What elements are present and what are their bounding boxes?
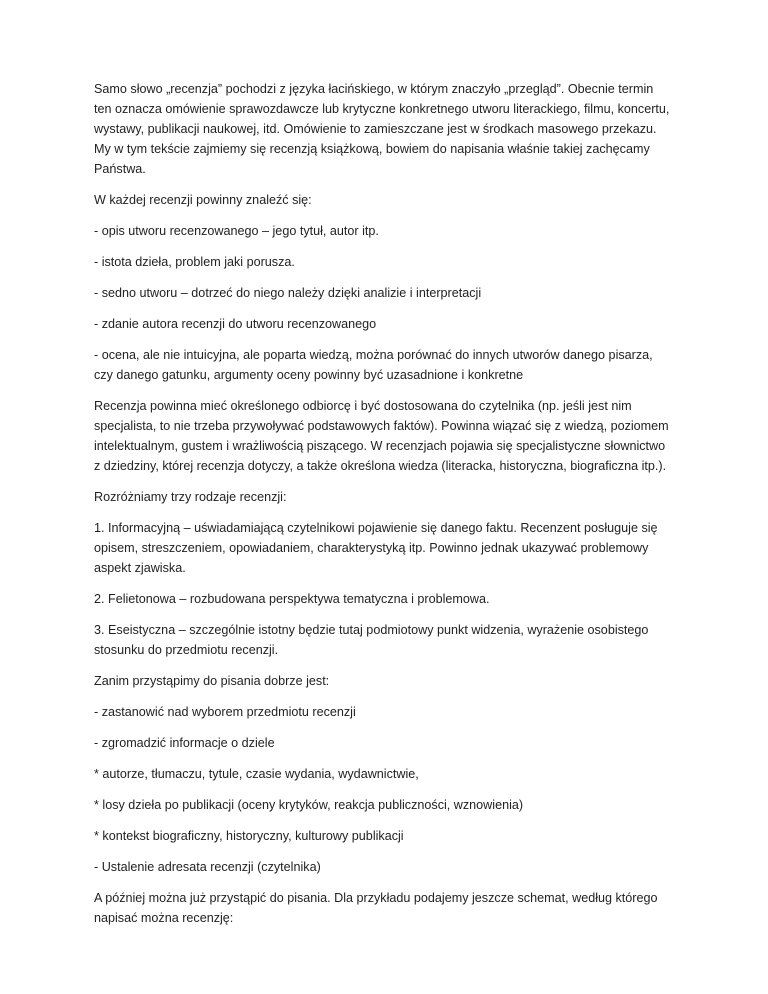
list-heading: W każdej recenzji powinny znaleźć się:	[94, 193, 312, 207]
list-item: - zastanowić nad wyborem przedmiotu recenzji	[94, 705, 356, 719]
intro-paragraph: Samo słowo „recenzja” pochodzi z języka łacińskiego, w którym znaczyło „przegląd”. Obecnie termin ten oznacza omówienie sprawozdawcze lub krytyczne konkretnego utworu literackiego, filmu, koncertu, wystawy, publikacji naukowej, itd. Omówienie to zamieszczane jest w środkach masowego przekazu. My w tym tekście zajmiemy się recenzją książkową, bowiem do napisania właśnie takiej zachęcamy Państwa.	[94, 82, 670, 176]
list-item: - istota dzieła, problem jaki porusza.	[94, 255, 295, 269]
list-item: - zdanie autora recenzji do utworu recenzowanego	[94, 317, 377, 331]
list-item: - opis utworu recenzowanego – jego tytuł, autor itp.	[94, 224, 379, 238]
sub-list-item: * losy dzieła po publikacji (oceny krytyków, reakcja publiczności, wznowienia)	[94, 798, 524, 812]
list-item: 1. Informacyjną – uświadamiającą czytelnikowi pojawienie się danego faktu. Recenzent posługuje się opisem, streszczeniem, opowiadaniem, charakterystyką itp. Powinno jednak ukazywać problemowy aspekt zjawiska.	[94, 521, 658, 575]
list-item: - sedno utworu – dotrzeć do niego należy dzięki analizie i interpretacji	[94, 286, 482, 300]
sub-list-item: * autorze, tłumaczu, tytule, czasie wydania, wydawnictwie,	[94, 767, 419, 781]
list-heading: Rozróżniamy trzy rodzaje recenzji:	[94, 490, 287, 504]
body-paragraph: Recenzja powinna mieć określonego odbiorcę i być dostosowana do czytelnika (np. jeśli jest nim specjalista, to nie trzeba przywoływać podstawowych faktów). Powinna wiązać się z wiedzą, poziomem intelektualnym, gustem i wrażliwością piszącego. W recenzjach pojawia się specjalistyczne słownictwo z dziedziny, której recenzja dotyczy, a także określona wiedza (literacka, historyczna, biograficzna itp.).	[94, 399, 669, 473]
list-item: - ocena, ale nie intuicyjna, ale poparta wiedzą, można porównać do innych utworów danego pisarza, czy danego gatunku, argumenty oceny powinny być uzasadnione i konkretne	[94, 348, 653, 382]
list-item: - Ustalenie adresata recenzji (czytelnika)	[94, 860, 321, 874]
list-item: - zgromadzić informacje o dziele	[94, 736, 275, 750]
list-item: 3. Eseistyczna – szczególnie istotny będzie tutaj podmiotowy punkt widzenia, wyrażenie osobistego stosunku do przedmiotu recenzji.	[94, 623, 649, 657]
list-item: 2. Felietonowa – rozbudowana perspektywa tematyczna i problemowa.	[94, 592, 490, 606]
closing-paragraph: A później można już przystąpić do pisania. Dla przykładu podajemy jeszcze schemat, według którego napisać można recenzję:	[94, 891, 658, 925]
sub-list-item: * kontekst biograficzny, historyczny, kulturowy publikacji	[94, 829, 404, 843]
list-heading: Zanim przystąpimy do pisania dobrze jest:	[94, 674, 330, 688]
